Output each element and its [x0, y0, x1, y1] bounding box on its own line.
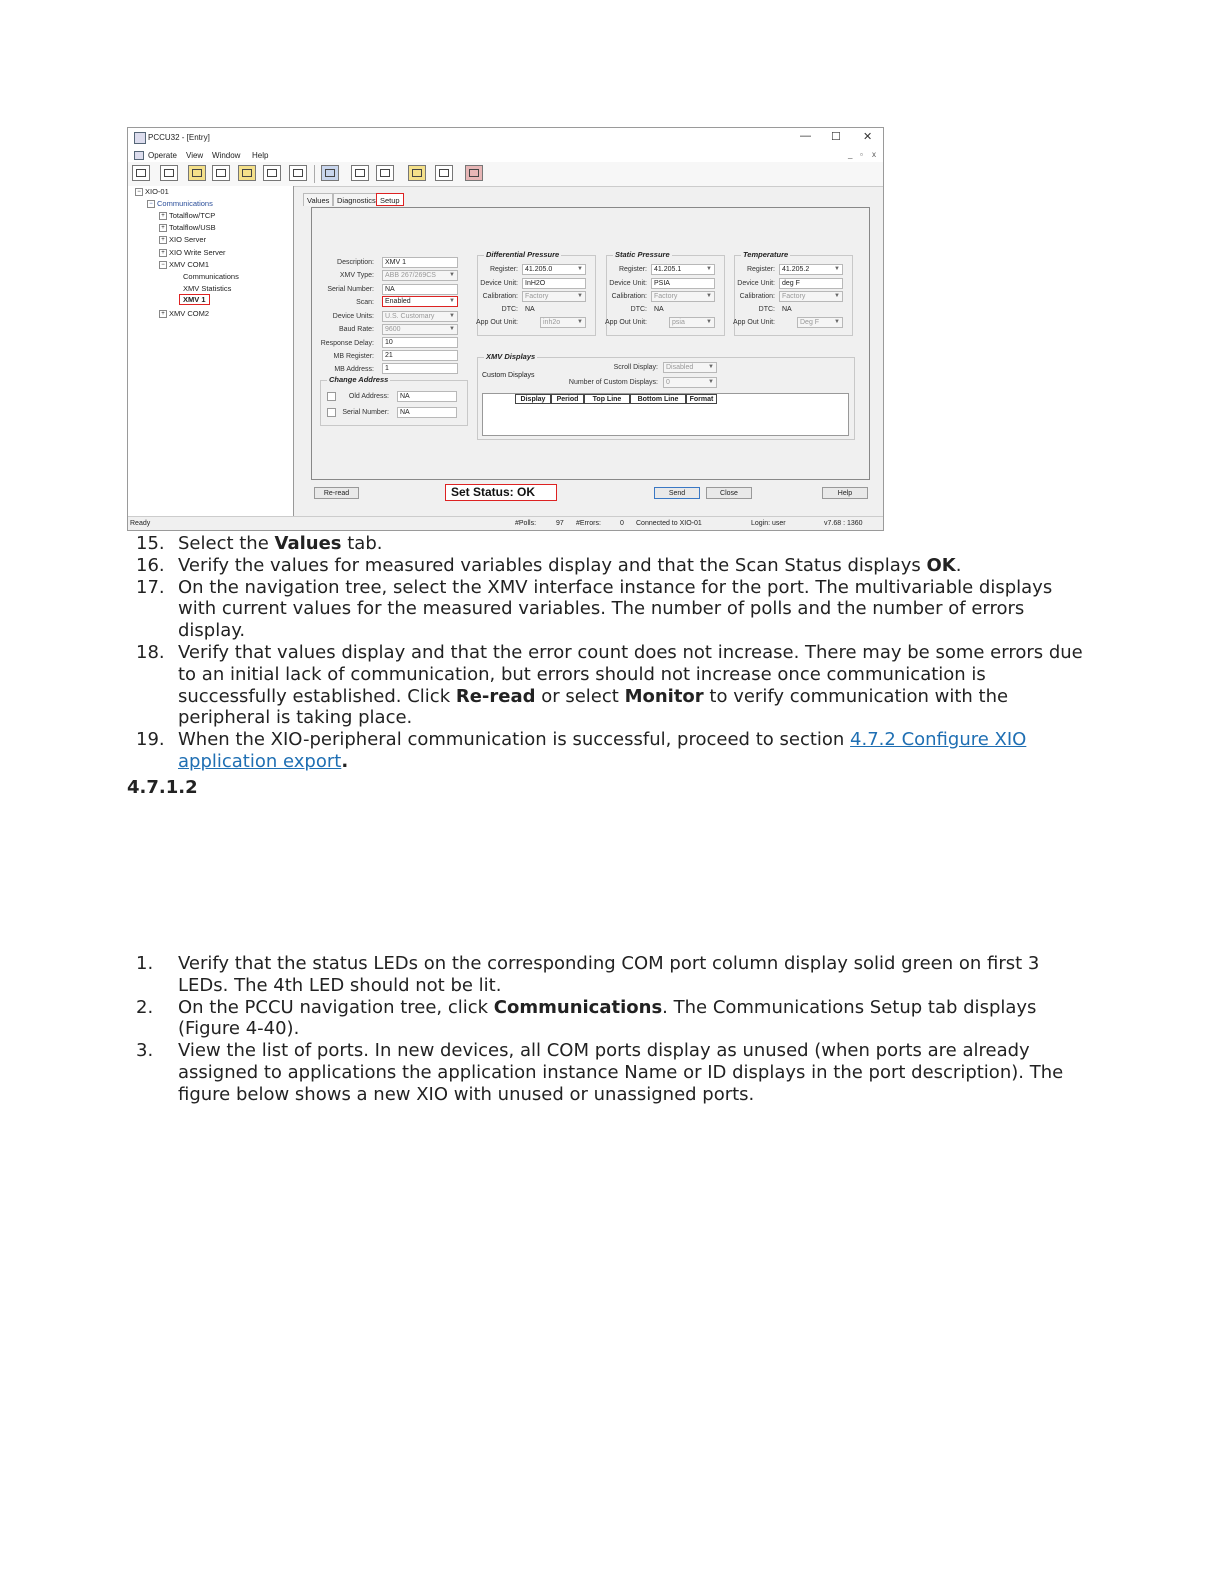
menu-view[interactable]: View [186, 151, 204, 160]
old-address-field[interactable]: NA [397, 391, 457, 402]
tree-node-root[interactable]: − XIO-01 [135, 187, 169, 196]
app-out-unit-label: App Out Unit: [604, 319, 647, 326]
temp-unit-field[interactable]: deg F [779, 278, 843, 289]
temperature-group [732, 250, 853, 336]
toolbar-collect-icon[interactable] [160, 165, 178, 181]
toolbar-chart-icon[interactable] [263, 165, 281, 181]
device-unit-label: Device Unit: [609, 280, 647, 287]
grid-header-format[interactable]: Format [686, 394, 717, 404]
step-text: Select the [178, 533, 275, 554]
dtc-label: DTC: [501, 306, 518, 313]
expand-icon[interactable]: + [159, 224, 167, 232]
errors-label: #Errors: [576, 520, 601, 527]
connection-status: Connected to XIO-01 [636, 520, 702, 527]
tree-node-communications[interactable]: − Communications [147, 199, 213, 208]
errors-count: 0 [620, 520, 624, 527]
polls-label: #Polls: [515, 520, 537, 527]
toolbar-add-icon[interactable] [212, 165, 230, 181]
menu-operate[interactable]: Operate [148, 151, 177, 160]
dp-unit-field[interactable]: InH2O [522, 278, 586, 289]
sp-unit-field[interactable]: PSIA [651, 278, 715, 289]
xmv-displays-title: XMV Displays [486, 352, 536, 361]
custom-display-count-label: Number of Custom Displays: [568, 379, 658, 386]
tree-node-totalflow-usb[interactable]: + Totalflow/USB [159, 223, 216, 232]
polls-count: 97 [556, 520, 564, 527]
calibration-label: Calibration: [739, 293, 775, 300]
close-button[interactable]: Close [706, 487, 752, 499]
custom-displays-label: Custom Displays [482, 372, 535, 379]
toolbar-help-book-icon[interactable] [465, 165, 483, 181]
step-number: 19. [136, 729, 165, 751]
tree-node-xmv-1[interactable]: XMV 1 [179, 295, 210, 304]
register-label: Register: [618, 266, 647, 273]
step-number: 17. [136, 576, 165, 598]
device-unit-label: Device Unit: [737, 280, 775, 287]
pccu-window-screenshot [127, 127, 884, 531]
bold-text: Re-read [455, 685, 536, 707]
register-label: Register: [746, 266, 775, 273]
dp-dtc-value: NA [525, 306, 535, 313]
step-number: 18. [136, 641, 165, 663]
mb-register-field[interactable]: 21 [382, 350, 458, 361]
toolbar-setup-icon[interactable] [435, 165, 453, 181]
expand-icon[interactable]: + [159, 249, 167, 257]
app-icon [134, 132, 146, 144]
step-text: . The Communications Setup tab displays (Figure 4-40). [178, 996, 1037, 1040]
toolbar-print-icon[interactable] [289, 165, 307, 181]
grid-header-bottom-line[interactable]: Bottom Line [630, 394, 686, 404]
dtc-label: DTC: [758, 306, 775, 313]
register-label: Register: [489, 266, 518, 273]
toolbar-swap-icon[interactable] [238, 165, 256, 181]
app-out-unit-label: App Out Unit: [475, 319, 518, 326]
send-button[interactable]: Send [654, 487, 700, 499]
differential-pressure-group [475, 250, 596, 336]
status-ready: Ready [130, 520, 151, 527]
minimize-icon[interactable]: — [800, 130, 811, 142]
step-text: On the PCCU navigation tree, click [178, 996, 494, 1018]
old-address-label: Old Address: [348, 393, 389, 400]
temp-register-select[interactable]: 41.205.2 ▼ [779, 264, 843, 275]
tree-node-xio-write-server[interactable]: + XIO Write Server [159, 248, 226, 257]
collapse-icon[interactable]: − [159, 261, 167, 269]
tree-node-xio-server[interactable]: + XIO Server [159, 235, 206, 244]
mb-address-label: MB Address: [334, 366, 374, 373]
toolbar-folder-icon[interactable] [188, 165, 206, 181]
dtc-label: DTC: [630, 306, 647, 313]
mdi-close-icon[interactable]: x [872, 150, 876, 159]
toolbar [128, 162, 883, 187]
sp-app-out-select[interactable]: psia ▼ [669, 317, 715, 328]
section-link[interactable]: 4.7.2 Configure XIO application export [178, 729, 1027, 772]
tab-values[interactable]: Values [303, 193, 333, 206]
device-units-select[interactable]: U.S. Customary ▼ [382, 311, 458, 322]
setup-panel [311, 207, 870, 480]
step-text: . [955, 554, 962, 576]
navigation-tree [128, 186, 294, 516]
mb-address-field[interactable]: 1 [382, 363, 458, 374]
step-text: Verify that the status LEDs on the corresponding COM port column display solid green on first 3 LEDs. The 4th LED should not be lit. [178, 953, 1040, 996]
xmv-type-select[interactable]: ABB 267/269CS ▼ [382, 270, 458, 281]
change-address-group [320, 375, 468, 426]
version-status: v7.68 : 1360 [824, 520, 863, 527]
step-text: tab. [341, 533, 383, 554]
sp-calibration-select[interactable]: Factory ▼ [651, 291, 715, 302]
temp-dtc-value: NA [782, 306, 792, 313]
sp-dtc-value: NA [654, 306, 664, 313]
title-bar [128, 128, 883, 148]
expand-icon[interactable]: + [159, 310, 167, 318]
toolbar-entry-icon[interactable] [132, 165, 150, 181]
response-delay-label: Response Delay: [320, 340, 374, 347]
group-title: Differential Pressure [486, 250, 560, 259]
expand-icon[interactable]: + [159, 212, 167, 220]
close-icon[interactable]: ✕ [863, 131, 873, 143]
step-number: 1. [136, 953, 154, 974]
group-title: Temperature [743, 250, 789, 259]
tree-node-xmv-statistics[interactable]: XMV Statistics [183, 284, 232, 293]
step-number: 3. [136, 1040, 154, 1062]
status-bar [128, 516, 883, 531]
custom-display-count-select[interactable]: 0 ▼ [663, 377, 717, 388]
step-number: 16. [136, 554, 165, 576]
scan-select[interactable]: Enabled ▼ [382, 296, 458, 307]
bold-text: . [341, 750, 349, 772]
xmv-displays-group [477, 352, 855, 440]
sp-register-select[interactable]: 41.205.1 ▼ [651, 264, 715, 275]
description-label: Description: [337, 259, 374, 266]
toolbar-globe-icon[interactable] [351, 165, 369, 181]
grid-header-display[interactable]: Display [515, 394, 551, 404]
step-text: Verify that values display and that the error count does not increase. There may be some errors due to an initial lack of communication, but errors should not increase once communication is successfully established. Click [178, 641, 1083, 707]
response-delay-field[interactable]: 10 [382, 337, 458, 348]
tree-node-xmv-communications[interactable]: Communications [183, 272, 239, 281]
change-address-title: Change Address [329, 375, 389, 384]
toolbar-analysis-icon[interactable] [376, 165, 394, 181]
list-item [136, 953, 1076, 997]
step-number: 15. [136, 533, 165, 554]
steps-list-b [136, 953, 1076, 1106]
serial-number-label: Serial Number: [327, 286, 374, 293]
tree-node-xmv-com1[interactable]: − XMV COM1 [159, 260, 209, 269]
grid-header-top-line[interactable]: Top Line [584, 394, 630, 404]
menu-window[interactable]: Window [212, 151, 241, 160]
grid-header-period[interactable]: Period [551, 394, 584, 404]
calibration-label: Calibration: [482, 293, 518, 300]
calibration-label: Calibration: [611, 293, 647, 300]
list-item [136, 729, 1096, 773]
list-item [136, 555, 1096, 577]
dp-app-out-select[interactable]: inh2o ▼ [540, 317, 586, 328]
tree-node-xmv-com2[interactable]: + XMV COM2 [159, 309, 209, 318]
static-pressure-group [604, 250, 725, 336]
bold-text: OK [926, 554, 956, 576]
expand-icon[interactable]: + [159, 236, 167, 244]
tab-setup[interactable]: Setup [376, 193, 404, 206]
change-serial-field[interactable]: NA [397, 407, 457, 418]
serial-number-field[interactable]: NA [382, 284, 458, 295]
scroll-display-select[interactable]: Disabled ▼ [663, 362, 717, 373]
bold-text: Values [274, 533, 342, 554]
list-item [136, 533, 1096, 555]
xmv-type-label: XMV Type: [339, 272, 374, 279]
baud-rate-label: Baud Rate: [338, 326, 374, 333]
menu-bar [128, 148, 883, 162]
app-out-unit-label: App Out Unit: [732, 319, 775, 326]
step-number: 2. [136, 996, 154, 1018]
tab-diagnostics[interactable]: Diagnostics [333, 193, 380, 206]
step-text: View the list of ports. In new devices, all COM ports display as unused (when ports are already assigned to applications the application instance Name or ID displays in the port description). The figure below shows a new XIO with unused or unassigned ports. [178, 1040, 1064, 1105]
collapse-icon[interactable]: − [135, 188, 143, 196]
custom-displays-grid[interactable] [482, 393, 849, 436]
step-text: When the XIO-peripheral communication is successful, proceed to section [178, 729, 851, 751]
toolbar-mb-icon[interactable] [321, 165, 339, 181]
reread-button[interactable]: Re-read [314, 487, 359, 499]
mdi-minimize-icon[interactable]: _ [848, 150, 853, 159]
scan-label: Scan: [356, 299, 374, 306]
steps-list-a [136, 533, 1096, 773]
login-status: Login: user [751, 520, 786, 527]
bold-text: Communications [493, 996, 663, 1018]
temp-app-out-select[interactable]: Deg F ▼ [797, 317, 843, 328]
group-title: Static Pressure [615, 250, 670, 259]
section-heading: 4.7.1.2 [127, 777, 198, 798]
menu-help[interactable]: Help [252, 151, 269, 160]
step-text: Verify the values for measured variables display and that the Scan Status displays [178, 554, 927, 576]
device-unit-label: Device Unit: [480, 280, 518, 287]
step-text: On the navigation tree, select the XMV interface instance for the port. The multivariable displays with current values for the measured variables. The number of polls and the number of errors display. [178, 576, 1053, 642]
mdi-restore-icon[interactable]: ▫ [860, 150, 863, 159]
window-title: PCCU32 - [Entry] [148, 133, 210, 142]
change-serial-label: Serial Number: [342, 409, 389, 416]
toolbar-separator [314, 165, 315, 183]
list-item [136, 997, 1076, 1041]
bold-text: Monitor [624, 685, 704, 707]
dp-calibration-select[interactable]: Factory ▼ [522, 291, 586, 302]
doc-icon [134, 151, 144, 160]
baud-rate-select[interactable]: 9600 ▼ [382, 324, 458, 335]
device-units-label: Device Units: [332, 313, 374, 320]
scroll-display-label: Scroll Display: [613, 364, 658, 371]
step-text: to verify communication with the peripheral is taking place. [178, 685, 1009, 729]
temp-calibration-select[interactable]: Factory ▼ [779, 291, 843, 302]
step-text: or select [535, 685, 625, 707]
dp-register-select[interactable]: 41.205.0 ▼ [522, 264, 586, 275]
collapse-icon[interactable]: − [147, 200, 155, 208]
maximize-icon[interactable]: ☐ [831, 131, 841, 143]
mb-register-label: MB Register: [333, 353, 374, 360]
toolbar-id-icon[interactable] [408, 165, 426, 181]
description-field[interactable]: XMV 1 [382, 257, 458, 268]
tree-node-totalflow-tcp[interactable]: + Totalflow/TCP [159, 211, 215, 220]
list-item [136, 1040, 1076, 1105]
set-status-indicator: Set Status: OK [445, 484, 557, 501]
list-item [136, 642, 1096, 729]
list-item [136, 577, 1096, 642]
help-button[interactable]: Help [822, 487, 868, 499]
